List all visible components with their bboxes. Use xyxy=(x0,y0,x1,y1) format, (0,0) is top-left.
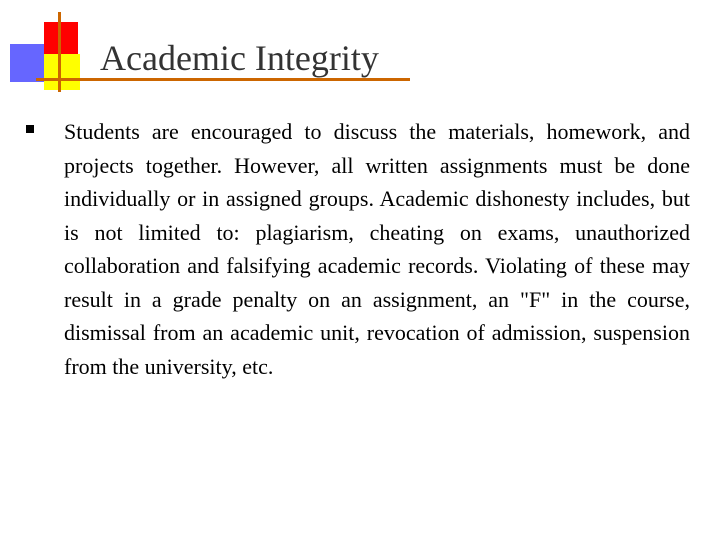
bullet-marker-icon xyxy=(26,125,34,133)
yellow-square-shape xyxy=(44,54,80,90)
red-square-shape xyxy=(44,22,78,56)
slide-title: Academic Integrity xyxy=(100,38,379,78)
decorative-squares-logo xyxy=(0,0,100,100)
bullet-text: Students are encouraged to discuss the materials, homework, and projects together. However, all written assignments must be done individually or in assigned groups. Academic dishonesty includes, but is not limited to: plagiarism, cheating on exams, unauthorized collaboration and falsifying academic records. Violating of these may result in a grade penalty on an assignment, an "F" in the course, dismissal from an academic unit, revocation of admission, suspension from the university, etc. xyxy=(64,119,690,379)
